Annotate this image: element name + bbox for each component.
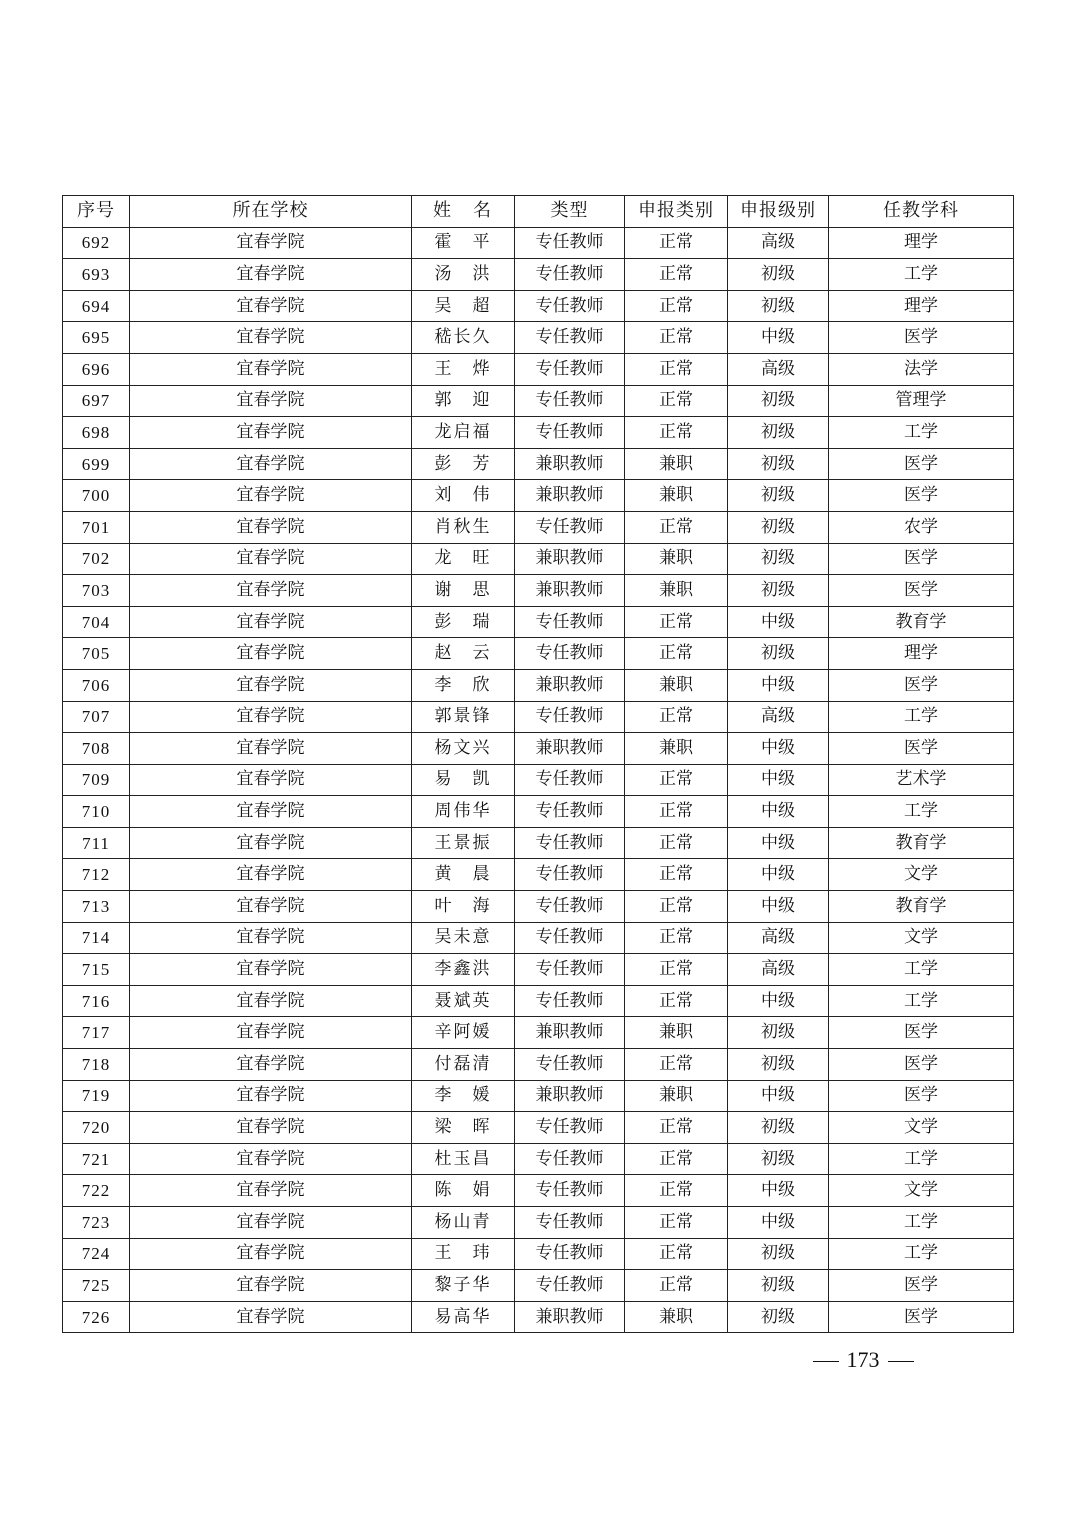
table-row	[63, 701, 1014, 733]
cell-school: 宜春学院	[130, 290, 412, 322]
table-row	[63, 1112, 1014, 1144]
table-row	[63, 322, 1014, 354]
cell-category: 正常	[625, 1270, 728, 1302]
cell-index: 714	[63, 922, 130, 954]
cell-category: 正常	[625, 891, 728, 923]
cell-type: 专任教师	[515, 417, 625, 449]
cell-category: 正常	[625, 385, 728, 417]
cell-level: 初级	[728, 259, 829, 291]
cell-name: 黎子华	[412, 1270, 515, 1302]
cell-category: 正常	[625, 985, 728, 1017]
cell-name: 付磊清	[412, 1049, 515, 1081]
cell-name: 杨文兴	[412, 733, 515, 765]
cell-type: 专任教师	[515, 859, 625, 891]
cell-level: 初级	[728, 511, 829, 543]
table-row	[63, 859, 1014, 891]
cell-subject: 理学	[829, 227, 1014, 259]
cell-name: 郭 迎	[412, 385, 515, 417]
cell-category: 兼职	[625, 669, 728, 701]
header-cell-school: 所在学校	[130, 196, 412, 228]
cell-school: 宜春学院	[130, 448, 412, 480]
cell-index: 725	[63, 1270, 130, 1302]
cell-level: 初级	[728, 385, 829, 417]
cell-school: 宜春学院	[130, 954, 412, 986]
cell-index: 706	[63, 669, 130, 701]
cell-subject: 艺术学	[829, 764, 1014, 796]
cell-type: 专任教师	[515, 1143, 625, 1175]
page-number-dash-left	[813, 1361, 839, 1362]
cell-level: 初级	[728, 638, 829, 670]
cell-name: 谢 思	[412, 575, 515, 607]
cell-subject: 医学	[829, 543, 1014, 575]
cell-category: 正常	[625, 259, 728, 291]
cell-category: 正常	[625, 1143, 728, 1175]
cell-school: 宜春学院	[130, 669, 412, 701]
cell-category: 兼职	[625, 575, 728, 607]
cell-school: 宜春学院	[130, 733, 412, 765]
cell-level: 中级	[728, 733, 829, 765]
cell-name: 辛阿媛	[412, 1017, 515, 1049]
cell-index: 694	[63, 290, 130, 322]
cell-index: 699	[63, 448, 130, 480]
teacher-roster-table	[62, 195, 1014, 1333]
cell-type: 专任教师	[515, 290, 625, 322]
cell-name: 郭景锋	[412, 701, 515, 733]
cell-level: 中级	[728, 1175, 829, 1207]
cell-category: 正常	[625, 1207, 728, 1239]
cell-subject: 文学	[829, 1112, 1014, 1144]
header-row	[63, 196, 1014, 228]
table-row	[63, 638, 1014, 670]
cell-subject: 医学	[829, 733, 1014, 765]
cell-name: 叶 海	[412, 891, 515, 923]
cell-name: 聂斌英	[412, 985, 515, 1017]
cell-level: 中级	[728, 764, 829, 796]
cell-school: 宜春学院	[130, 701, 412, 733]
cell-subject: 文学	[829, 922, 1014, 954]
cell-type: 专任教师	[515, 922, 625, 954]
cell-name: 杨山青	[412, 1207, 515, 1239]
cell-category: 正常	[625, 1175, 728, 1207]
table-row	[63, 954, 1014, 986]
cell-level: 中级	[728, 606, 829, 638]
cell-category: 正常	[625, 954, 728, 986]
table-row	[63, 543, 1014, 575]
cell-school: 宜春学院	[130, 417, 412, 449]
cell-level: 中级	[728, 669, 829, 701]
cell-category: 正常	[625, 764, 728, 796]
cell-category: 正常	[625, 227, 728, 259]
cell-school: 宜春学院	[130, 480, 412, 512]
cell-level: 初级	[728, 1049, 829, 1081]
cell-subject: 管理学	[829, 385, 1014, 417]
cell-type: 兼职教师	[515, 669, 625, 701]
cell-category: 兼职	[625, 543, 728, 575]
cell-name: 杜玉昌	[412, 1143, 515, 1175]
cell-subject: 教育学	[829, 891, 1014, 923]
cell-index: 702	[63, 543, 130, 575]
cell-subject: 医学	[829, 1270, 1014, 1302]
table-row	[63, 764, 1014, 796]
cell-type: 专任教师	[515, 796, 625, 828]
cell-school: 宜春学院	[130, 827, 412, 859]
cell-name: 梁 晖	[412, 1112, 515, 1144]
cell-type: 兼职教师	[515, 448, 625, 480]
cell-subject: 文学	[829, 1175, 1014, 1207]
cell-level: 初级	[728, 1301, 829, 1333]
cell-name: 刘 伟	[412, 480, 515, 512]
header-cell-subject: 任教学科	[829, 196, 1014, 228]
cell-name: 龙 旺	[412, 543, 515, 575]
cell-index: 693	[63, 259, 130, 291]
cell-category: 兼职	[625, 1080, 728, 1112]
table-row	[63, 1238, 1014, 1270]
cell-level: 初级	[728, 575, 829, 607]
cell-school: 宜春学院	[130, 922, 412, 954]
cell-school: 宜春学院	[130, 891, 412, 923]
cell-level: 初级	[728, 448, 829, 480]
cell-subject: 医学	[829, 480, 1014, 512]
cell-name: 王景振	[412, 827, 515, 859]
cell-school: 宜春学院	[130, 1143, 412, 1175]
cell-index: 717	[63, 1017, 130, 1049]
cell-type: 兼职教师	[515, 1301, 625, 1333]
cell-type: 专任教师	[515, 259, 625, 291]
page-number	[803, 1347, 923, 1373]
cell-level: 初级	[728, 1238, 829, 1270]
cell-subject: 工学	[829, 954, 1014, 986]
cell-subject: 工学	[829, 417, 1014, 449]
cell-level: 初级	[728, 290, 829, 322]
table-row	[63, 1175, 1014, 1207]
cell-name: 易高华	[412, 1301, 515, 1333]
cell-index: 710	[63, 796, 130, 828]
cell-name: 黄 晨	[412, 859, 515, 891]
table-row	[63, 1049, 1014, 1081]
cell-subject: 文学	[829, 859, 1014, 891]
cell-index: 712	[63, 859, 130, 891]
cell-name: 彭 芳	[412, 448, 515, 480]
cell-school: 宜春学院	[130, 1238, 412, 1270]
cell-subject: 医学	[829, 669, 1014, 701]
cell-type: 专任教师	[515, 954, 625, 986]
cell-type: 专任教师	[515, 891, 625, 923]
cell-type: 专任教师	[515, 701, 625, 733]
cell-index: 696	[63, 353, 130, 385]
cell-level: 中级	[728, 796, 829, 828]
cell-name: 吴未意	[412, 922, 515, 954]
cell-type: 专任教师	[515, 1270, 625, 1302]
cell-subject: 理学	[829, 290, 1014, 322]
cell-index: 692	[63, 227, 130, 259]
table-body	[63, 227, 1014, 1333]
cell-type: 专任教师	[515, 827, 625, 859]
cell-level: 高级	[728, 353, 829, 385]
table-row	[63, 1017, 1014, 1049]
cell-type: 专任教师	[515, 511, 625, 543]
cell-type: 专任教师	[515, 353, 625, 385]
cell-subject: 教育学	[829, 827, 1014, 859]
table-row	[63, 922, 1014, 954]
cell-category: 正常	[625, 701, 728, 733]
table-row	[63, 827, 1014, 859]
table-row	[63, 417, 1014, 449]
cell-name: 吴 超	[412, 290, 515, 322]
cell-index: 724	[63, 1238, 130, 1270]
cell-level: 高级	[728, 227, 829, 259]
cell-school: 宜春学院	[130, 322, 412, 354]
cell-category: 兼职	[625, 733, 728, 765]
cell-school: 宜春学院	[130, 796, 412, 828]
page-number-dash-right	[888, 1361, 914, 1362]
cell-school: 宜春学院	[130, 385, 412, 417]
cell-subject: 工学	[829, 1207, 1014, 1239]
cell-school: 宜春学院	[130, 859, 412, 891]
cell-index: 708	[63, 733, 130, 765]
cell-name: 霍 平	[412, 227, 515, 259]
cell-index: 716	[63, 985, 130, 1017]
cell-level: 初级	[728, 1143, 829, 1175]
table-row	[63, 353, 1014, 385]
cell-category: 兼职	[625, 1017, 728, 1049]
table-header	[63, 196, 1014, 228]
cell-index: 719	[63, 1080, 130, 1112]
cell-type: 兼职教师	[515, 543, 625, 575]
cell-subject: 医学	[829, 1017, 1014, 1049]
cell-subject: 教育学	[829, 606, 1014, 638]
cell-index: 709	[63, 764, 130, 796]
table-row	[63, 985, 1014, 1017]
cell-school: 宜春学院	[130, 638, 412, 670]
cell-type: 专任教师	[515, 1112, 625, 1144]
cell-school: 宜春学院	[130, 575, 412, 607]
cell-level: 初级	[728, 1017, 829, 1049]
cell-school: 宜春学院	[130, 606, 412, 638]
cell-category: 正常	[625, 417, 728, 449]
cell-subject: 理学	[829, 638, 1014, 670]
cell-level: 中级	[728, 827, 829, 859]
table-row	[63, 259, 1014, 291]
cell-type: 专任教师	[515, 606, 625, 638]
cell-level: 中级	[728, 859, 829, 891]
cell-school: 宜春学院	[130, 511, 412, 543]
cell-school: 宜春学院	[130, 985, 412, 1017]
cell-school: 宜春学院	[130, 543, 412, 575]
cell-index: 722	[63, 1175, 130, 1207]
cell-index: 726	[63, 1301, 130, 1333]
cell-index: 721	[63, 1143, 130, 1175]
cell-type: 兼职教师	[515, 1017, 625, 1049]
cell-school: 宜春学院	[130, 1017, 412, 1049]
cell-name: 李 媛	[412, 1080, 515, 1112]
cell-category: 正常	[625, 859, 728, 891]
header-cell-type: 类型	[515, 196, 625, 228]
header-cell-name: 姓 名	[412, 196, 515, 228]
cell-level: 高级	[728, 922, 829, 954]
cell-category: 兼职	[625, 448, 728, 480]
cell-index: 723	[63, 1207, 130, 1239]
table-row	[63, 1143, 1014, 1175]
table-row	[63, 1080, 1014, 1112]
cell-type: 专任教师	[515, 764, 625, 796]
cell-school: 宜春学院	[130, 1112, 412, 1144]
table-row	[63, 385, 1014, 417]
table-row	[63, 1301, 1014, 1333]
cell-level: 初级	[728, 480, 829, 512]
cell-index: 718	[63, 1049, 130, 1081]
cell-name: 龙启福	[412, 417, 515, 449]
cell-category: 正常	[625, 1238, 728, 1270]
cell-index: 701	[63, 511, 130, 543]
cell-index: 711	[63, 827, 130, 859]
cell-subject: 工学	[829, 1143, 1014, 1175]
cell-type: 专任教师	[515, 1207, 625, 1239]
cell-school: 宜春学院	[130, 764, 412, 796]
cell-level: 初级	[728, 1112, 829, 1144]
cell-category: 兼职	[625, 1301, 728, 1333]
cell-subject: 法学	[829, 353, 1014, 385]
cell-subject: 医学	[829, 1049, 1014, 1081]
cell-type: 专任教师	[515, 1238, 625, 1270]
cell-subject: 工学	[829, 701, 1014, 733]
cell-category: 正常	[625, 1112, 728, 1144]
cell-category: 正常	[625, 322, 728, 354]
table-row	[63, 1207, 1014, 1239]
cell-index: 700	[63, 480, 130, 512]
cell-type: 专任教师	[515, 1175, 625, 1207]
cell-index: 720	[63, 1112, 130, 1144]
cell-school: 宜春学院	[130, 353, 412, 385]
cell-name: 李鑫洪	[412, 954, 515, 986]
cell-school: 宜春学院	[130, 1270, 412, 1302]
cell-index: 704	[63, 606, 130, 638]
cell-type: 兼职教师	[515, 575, 625, 607]
table-row	[63, 511, 1014, 543]
cell-subject: 医学	[829, 575, 1014, 607]
table-row	[63, 290, 1014, 322]
table-row	[63, 891, 1014, 923]
cell-index: 698	[63, 417, 130, 449]
cell-subject: 农学	[829, 511, 1014, 543]
cell-level: 中级	[728, 1080, 829, 1112]
table-row	[63, 1270, 1014, 1302]
cell-school: 宜春学院	[130, 1080, 412, 1112]
cell-level: 初级	[728, 417, 829, 449]
cell-category: 正常	[625, 1049, 728, 1081]
cell-subject: 工学	[829, 259, 1014, 291]
cell-index: 697	[63, 385, 130, 417]
header-cell-level: 申报级别	[728, 196, 829, 228]
cell-index: 715	[63, 954, 130, 986]
cell-name: 嵇长久	[412, 322, 515, 354]
cell-school: 宜春学院	[130, 227, 412, 259]
cell-type: 兼职教师	[515, 1080, 625, 1112]
cell-category: 正常	[625, 922, 728, 954]
cell-school: 宜春学院	[130, 1049, 412, 1081]
cell-type: 兼职教师	[515, 480, 625, 512]
header-cell-index: 序号	[63, 196, 130, 228]
header-cell-category: 申报类别	[625, 196, 728, 228]
cell-name: 易 凯	[412, 764, 515, 796]
table-row	[63, 733, 1014, 765]
cell-name: 赵 云	[412, 638, 515, 670]
cell-level: 初级	[728, 543, 829, 575]
cell-index: 695	[63, 322, 130, 354]
cell-level: 中级	[728, 985, 829, 1017]
cell-name: 周伟华	[412, 796, 515, 828]
cell-category: 正常	[625, 353, 728, 385]
cell-level: 高级	[728, 954, 829, 986]
cell-name: 彭 瑞	[412, 606, 515, 638]
cell-subject: 医学	[829, 1301, 1014, 1333]
cell-category: 正常	[625, 638, 728, 670]
table-row	[63, 575, 1014, 607]
cell-name: 汤 洪	[412, 259, 515, 291]
cell-school: 宜春学院	[130, 259, 412, 291]
cell-name: 王 烨	[412, 353, 515, 385]
cell-type: 兼职教师	[515, 733, 625, 765]
cell-level: 中级	[728, 1207, 829, 1239]
table-row	[63, 448, 1014, 480]
cell-category: 正常	[625, 796, 728, 828]
cell-subject: 医学	[829, 448, 1014, 480]
cell-level: 初级	[728, 1270, 829, 1302]
cell-subject: 医学	[829, 322, 1014, 354]
cell-type: 专任教师	[515, 322, 625, 354]
cell-level: 中级	[728, 322, 829, 354]
cell-type: 专任教师	[515, 227, 625, 259]
table-row	[63, 480, 1014, 512]
cell-school: 宜春学院	[130, 1207, 412, 1239]
cell-category: 正常	[625, 827, 728, 859]
cell-type: 专任教师	[515, 385, 625, 417]
table-row	[63, 606, 1014, 638]
cell-subject: 工学	[829, 985, 1014, 1017]
cell-name: 陈 娟	[412, 1175, 515, 1207]
table-row	[63, 227, 1014, 259]
cell-type: 专任教师	[515, 985, 625, 1017]
cell-index: 707	[63, 701, 130, 733]
cell-type: 专任教师	[515, 1049, 625, 1081]
cell-index: 705	[63, 638, 130, 670]
cell-index: 703	[63, 575, 130, 607]
cell-category: 正常	[625, 606, 728, 638]
cell-name: 李 欣	[412, 669, 515, 701]
cell-category: 正常	[625, 511, 728, 543]
cell-category: 兼职	[625, 480, 728, 512]
cell-level: 中级	[728, 891, 829, 923]
cell-subject: 工学	[829, 1238, 1014, 1270]
cell-name: 王 玮	[412, 1238, 515, 1270]
cell-category: 正常	[625, 290, 728, 322]
cell-school: 宜春学院	[130, 1301, 412, 1333]
cell-school: 宜春学院	[130, 1175, 412, 1207]
cell-subject: 工学	[829, 796, 1014, 828]
cell-index: 713	[63, 891, 130, 923]
page-number-value: 173	[846, 1347, 880, 1372]
cell-subject: 医学	[829, 1080, 1014, 1112]
cell-name: 肖秋生	[412, 511, 515, 543]
cell-type: 专任教师	[515, 638, 625, 670]
table-row	[63, 669, 1014, 701]
cell-level: 高级	[728, 701, 829, 733]
table-row	[63, 796, 1014, 828]
